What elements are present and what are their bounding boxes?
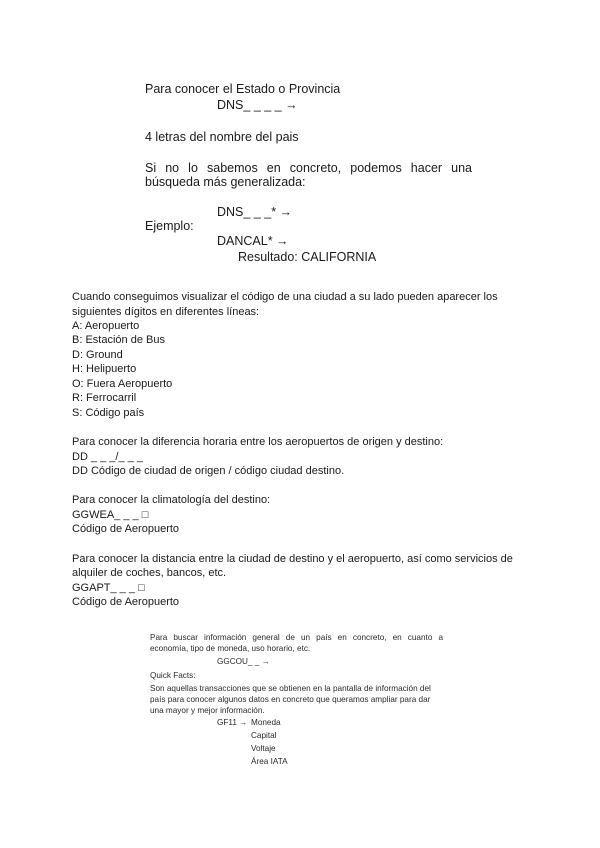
climate-desc: Código de Aeropuerto [72, 523, 180, 535]
ggcou-code: GGCOU_ _ → [217, 657, 270, 666]
timediff-heading: Para conocer la diferencia horaria entre los aeropuertos de origen y destino: [72, 436, 444, 448]
distance-line-2: alquiler de coches, bancos, etc. [72, 567, 227, 579]
code-item: A: Aeropuerto [72, 320, 140, 332]
code-item: B: Estación de Bus [72, 334, 165, 346]
state-heading: Para conocer el Estado o Provincia [145, 82, 341, 96]
timediff-code: DD _ _ _/_ _ _ [72, 451, 143, 463]
gf-item: Área IATA [251, 757, 288, 766]
quick-facts-label: Quick Facts: [150, 671, 196, 680]
dns-wildcard-code: DNS_ _ _* → [217, 205, 293, 219]
country-info-line-2: economía, tipo de moneda, uso horario, etc. [150, 644, 311, 653]
example-result: Resultado: CALIFORNIA [238, 250, 377, 264]
distance-code: GGAPT_ _ _ □ [72, 582, 145, 594]
gf-item: Capital [251, 731, 277, 740]
city-code-intro-line-2: siguientes dígitos en diferentes líneas: [72, 306, 260, 318]
dns-code: DNS_ _ _ _ → [217, 98, 298, 112]
generalized-line-1: Si no lo sabemos en concreto, podemos hacer una [145, 161, 472, 175]
code-item: H: Helipuerto [72, 363, 137, 375]
quick-facts-line-1: Son aquellas transacciones que se obtienen en la pantalla de información del [150, 684, 431, 693]
gf-code: GF11 → [217, 718, 248, 727]
code-item: D: Ground [72, 349, 123, 361]
climate-code: GGWEA_ _ _ □ [72, 509, 149, 521]
example-code: DANCAL* → [217, 234, 289, 248]
climate-heading: Para conocer la climatología del destino: [72, 494, 271, 506]
code-item: S: Código país [72, 407, 145, 419]
timediff-desc: DD Código de ciudad de origen / código ciudad destino. [72, 465, 345, 477]
four-letters-note: 4 letras del nombre del pais [145, 130, 299, 144]
gf-item: Voltaje [251, 744, 276, 753]
quick-facts-line-3: una mayor y mejor información. [150, 706, 265, 715]
country-info-line-1: Para buscar información general de un país en concreto, en cuanto a [150, 633, 443, 642]
code-item: O: Fuera Aeropuerto [72, 378, 173, 390]
gf-item: Moneda [251, 718, 281, 727]
quick-facts-line-2: país para conocer algunos datos en concreto que queramos ampliar para dar [150, 695, 431, 704]
distance-desc: Código de Aeropuerto [72, 596, 180, 608]
code-item: R: Ferrocarril [72, 392, 137, 404]
city-code-intro-line-1: Cuando conseguimos visualizar el código de una ciudad a su lado pueden aparecer los [72, 291, 498, 303]
distance-line-1: Para conocer la distancia entre la ciudad de destino y el aeropuerto, así como servicios de [72, 553, 513, 565]
ejemplo-label: Ejemplo: [145, 219, 194, 233]
generalized-line-2: búsqueda más generalizada: [145, 175, 306, 189]
